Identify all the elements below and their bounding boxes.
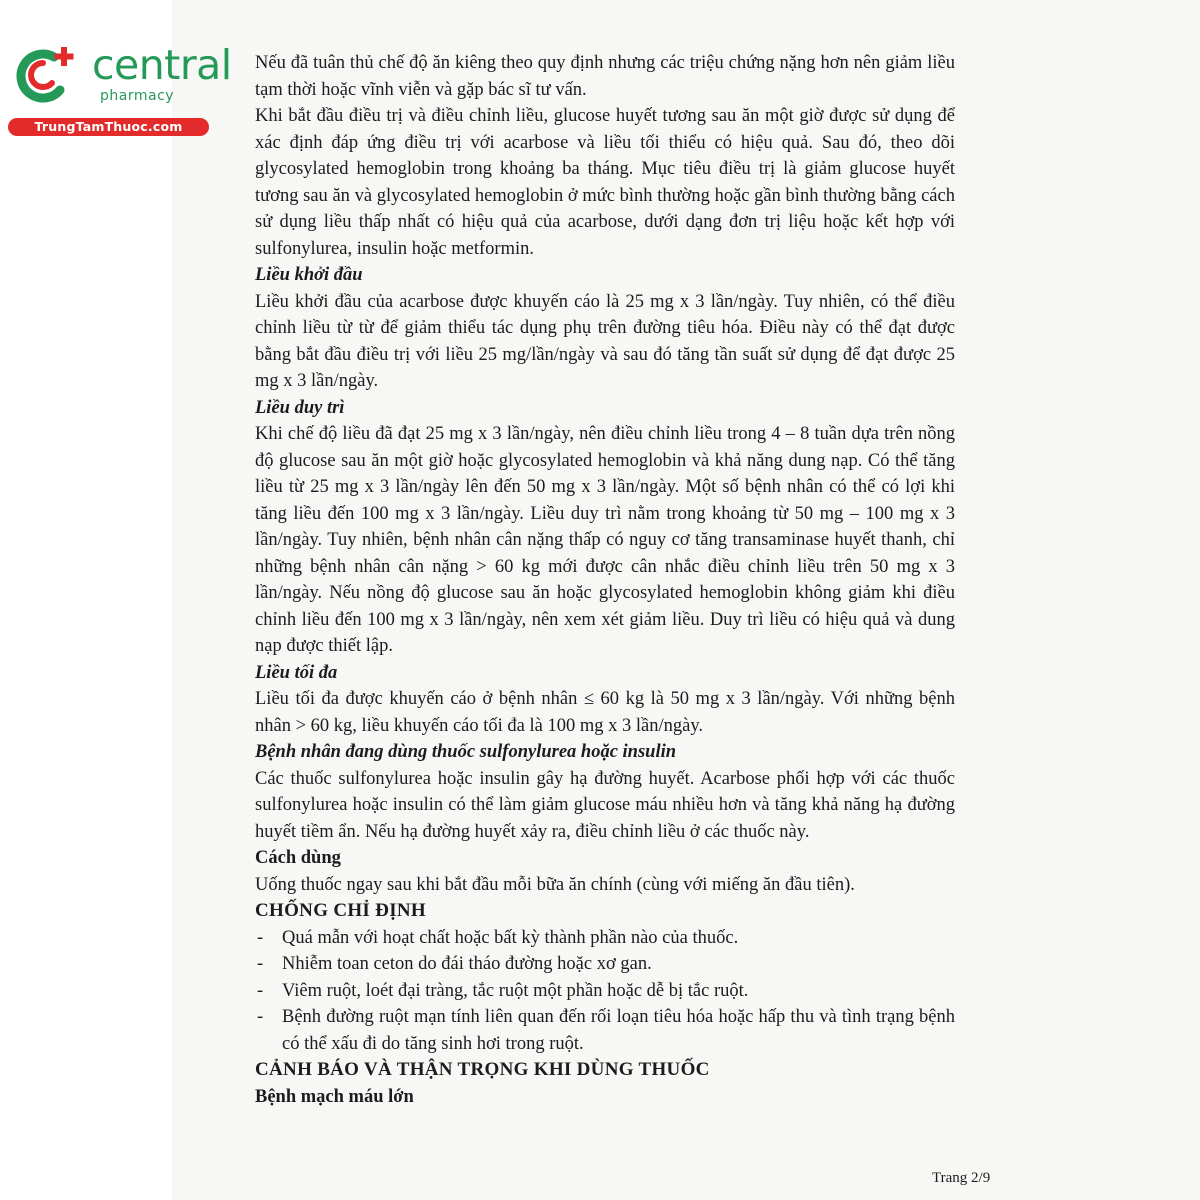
intro-paragraph-2: Khi bắt đầu điều trị và điều chỉnh liều, glucose huyết tương sau ăn một giờ được sử dụng để xác định đáp ứng điều trị với acarbose và liều tối thiểu có hiệu quả. Sau đó, theo dõi glycosylated hemoglobin trong khoảng ba tháng. Mục tiêu điều trị là giảm glucose huyết tương sau ăn và glycosylated hemoglobin ở mức bình thường hoặc gần bình thường bằng cách sử dụng liều thấp nhất có hiệu quả của acarbose, dưới dạng đơn trị liệu hoặc kết hợp với sulfonylurea, insulin hoặc metformin. [255, 106, 955, 259]
initial-dose-heading: Liều khởi đầu [255, 265, 363, 285]
list-item: - Bệnh đường ruột mạn tính liên quan đến rối loạn tiêu hóa hoặc hấp thu và tình trạng bệnh có thể xấu đi do tăng sinh hơi trong ruột. [255, 1004, 955, 1057]
pharmacy-cross-icon [10, 40, 84, 114]
warnings-subheading: Bệnh mạch máu lớn [255, 1086, 414, 1107]
max-dose-heading: Liều tối đa [255, 662, 338, 683]
warnings-heading: CẢNH BÁO VÀ THẬN TRỌNG KHI DÙNG THUỐC [255, 1059, 710, 1080]
sulfonylurea-heading: Bệnh nhân đang dùng thuốc sulfonylurea hoặc insulin [255, 742, 677, 762]
list-item: - Quá mẫn với hoạt chất hoặc bất kỳ thành phần nào của thuốc. [255, 925, 955, 952]
maintenance-dose-text: Khi chế độ liều đã đạt 25 mg x 3 lần/ngày, nên điều chỉnh liều trong 4 – 8 tuần dựa trên nồng độ glucose sau ăn một giờ hoặc glycosylated hemoglobin và khả năng dung nạp. Có thể tăng liều từ 25 mg x 3 lần/ngày lên đến 50 mg x 3 lần/ngày. Một số bệnh nhân có thể có lợi khi tăng liều đến 100 mg x 3 lần/ngày. Liều duy trì nằm trong khoảng từ 50 mg – 100 mg x 3 lần/ngày. Tuy nhiên, bệnh nhân cân nặng thấp có nguy cơ tăng transaminase huyết thanh, chỉ những bệnh nhân cân nặng > 60 kg mới được cân nhắc điều chỉnh liều trên 50 mg x 3 lần/ngày. Nếu nồng độ glucose sau ăn hoặc glycosylated hemoglobin không giảm khi điều chỉnh liều đến 100 mg x 3 lần/ngày, nên xem xét giảm liều. Duy trì liều có hiệu quả và dung nạp được thiết lập. [255, 424, 955, 656]
sulfonylurea-text: Các thuốc sulfonylurea hoặc insulin gây hạ đường huyết. Acarbose phối hợp với các thuốc sulfonylurea hoặc insulin có thể làm giảm glucose máu nhiều hơn và tăng khả năng hạ đường huyết tiềm ẩn. Nếu hạ đường huyết xảy ra, điều chỉnh liều ở các thuốc này. [255, 768, 955, 842]
intro-paragraph-1: Nếu đã tuân thủ chế độ ăn kiêng theo quy định nhưng các triệu chứng nặng hơn nên giảm liều tạm thời hoặc vĩnh viễn và gặp bác sĩ tư vấn. [255, 53, 955, 100]
logo-site-banner: TrungTamThuoc.com [8, 118, 209, 136]
list-item: - Viêm ruột, loét đại tràng, tắc ruột một phần hoặc dễ bị tắc ruột. [255, 978, 955, 1005]
initial-dose-text: Liều khởi đầu của acarbose được khuyến cáo là 25 mg x 3 lần/ngày. Tuy nhiên, có thể điều chỉnh liều từ từ để giảm thiểu tác dụng phụ trên đường tiêu hóa. Điều này có thể đạt được bằng bắt đầu điều trị với liều 25 mg/lần/ngày và sau đó tăng tần suất sử dụng để đạt được 25 mg x 3 lần/ngày. [255, 291, 955, 391]
contraindications-list [255, 925, 955, 1058]
usage-text: Uống thuốc ngay sau khi bắt đầu mỗi bữa ăn chính (cùng với miếng ăn đầu tiên). [255, 874, 855, 895]
list-item: - Nhiễm toan ceton do đái tháo đường hoặc xơ gan. [255, 951, 955, 978]
central-pharmacy-logo [8, 40, 232, 140]
contraindications-heading: CHỐNG CHỈ ĐỊNH [255, 900, 426, 921]
logo-brand: central [92, 41, 232, 89]
logo-subtitle: pharmacy [100, 88, 175, 104]
max-dose-text: Liều tối đa được khuyến cáo ở bệnh nhân ≤ 60 kg là 50 mg x 3 lần/ngày. Với những bệnh nhân > 60 kg, liều khuyến cáo tối đa là 100 mg x 3 lần/ngày. [255, 689, 955, 736]
maintenance-dose-heading: Liều duy trì [255, 397, 345, 418]
page-number: Trang 2/9 [932, 1170, 991, 1186]
usage-heading: Cách dùng [255, 848, 341, 868]
document-body [255, 50, 955, 1110]
